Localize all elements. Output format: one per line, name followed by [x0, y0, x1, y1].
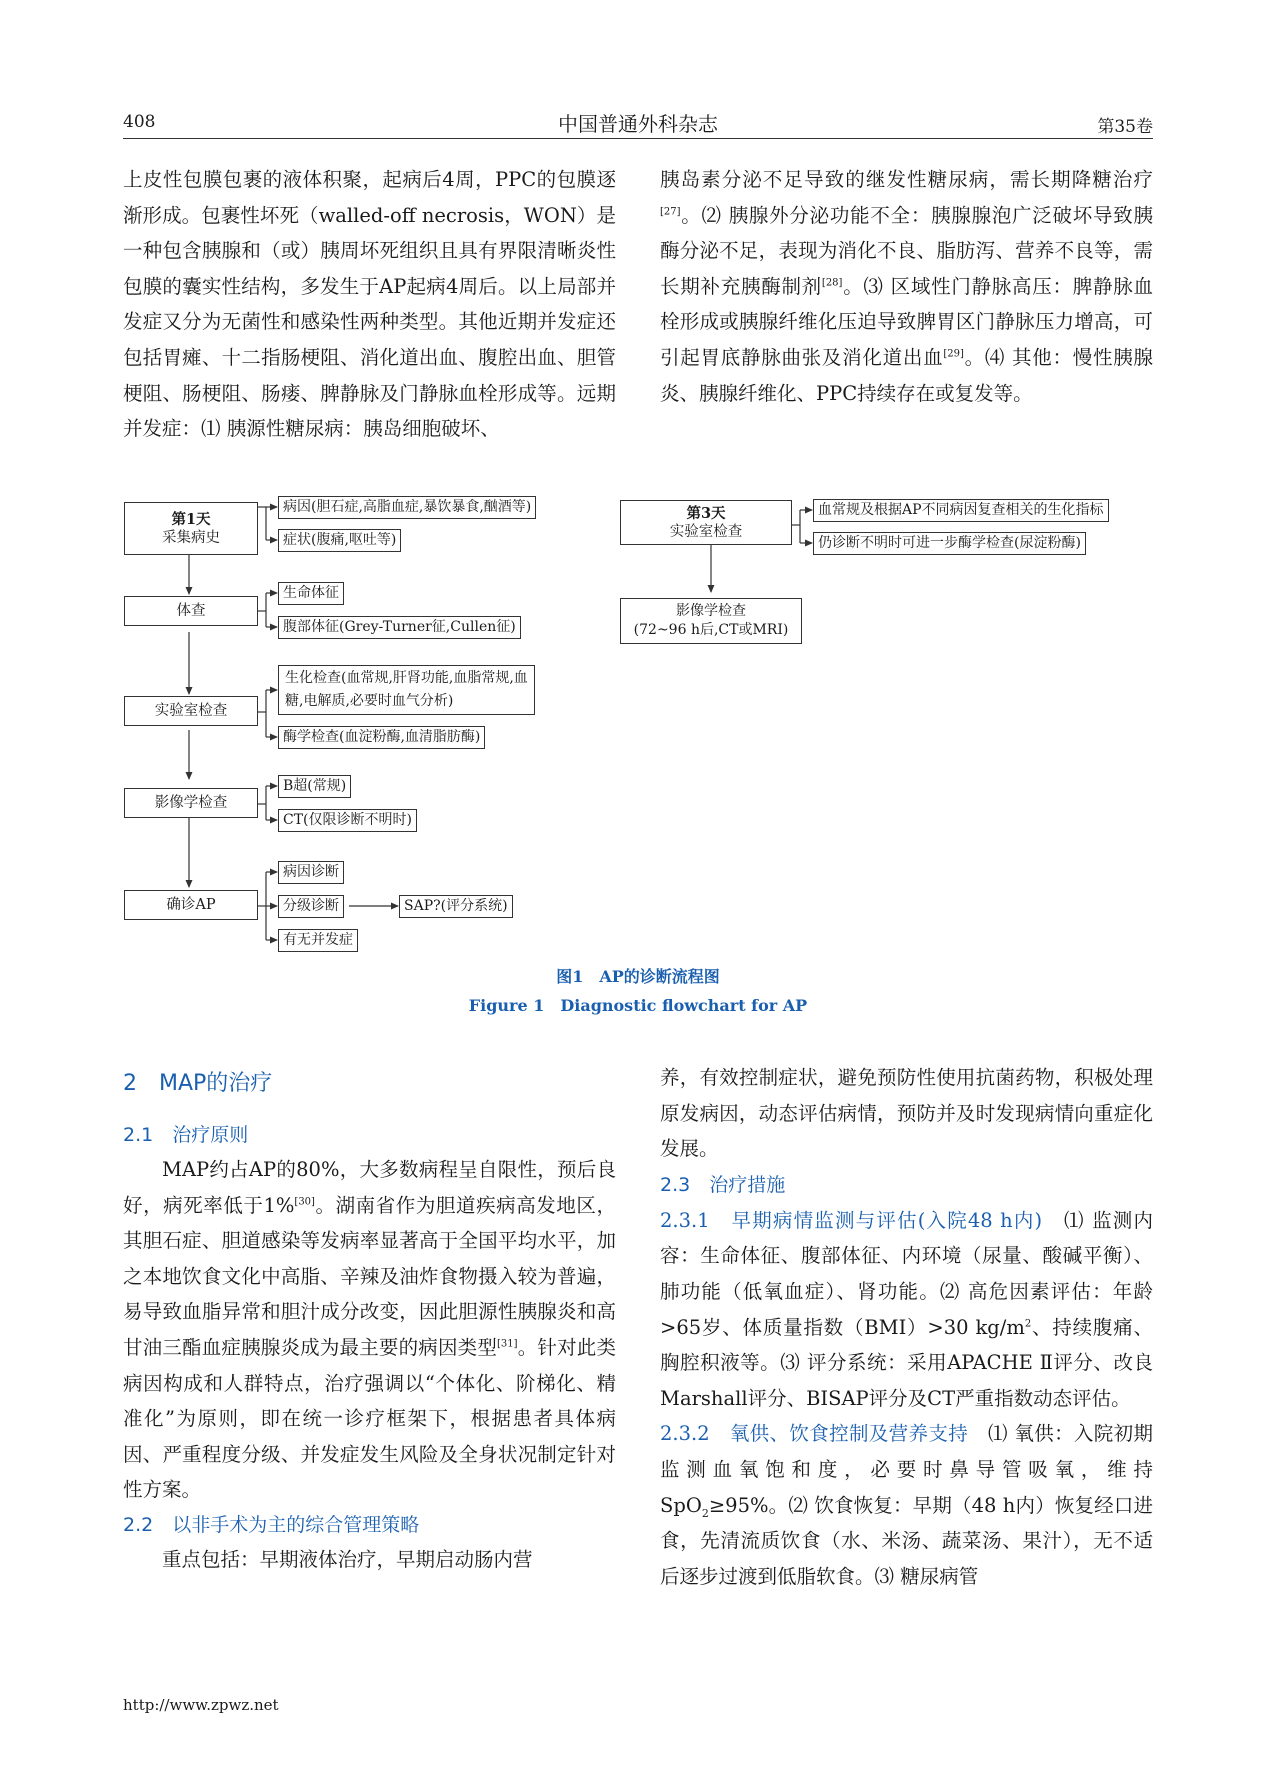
paragraph [660, 1416, 1153, 1594]
superscript: 2 [1024, 1318, 1032, 1330]
paragraph [123, 1152, 616, 1508]
journal-title: 中国普通外科杂志 [558, 112, 718, 136]
enzyme-box: 酶学检查(血淀粉酶,血清脂肪酶) [278, 726, 485, 749]
biochem-box [278, 665, 535, 715]
text-run: 。⑵ 胰腺外分泌功能不全：胰腺腺泡广泛破坏导致胰酶分泌不足，表现为消化不良、脂肪泻、营养不良等，需长期补充胰酶制剂 [660, 203, 1153, 298]
day3-imaging-box [620, 598, 802, 644]
paragraph: 上皮性包膜包裹的液体积聚，起病后4周，PPC的包膜逐渐形成。包裹性坏死（walled-off necrosis，WON）是一种包含胰腺和（或）胰周坏死组织且具有界限清晰炎性包膜的囊实性结构，多发生于AP起病4周后。以上局部并发症又分为无菌性和感染性两种类型。其他近期并发症还包括胃瘫、十二指肠梗阻、消化道出血、腹腔出血、胆管梗阻、肠梗阻、肠瘘、脾静脉及门静脉血栓形成等。远期并发症：⑴ 胰源性糖尿病：胰岛细胞破坏、 [123, 168, 616, 441]
day1-box [124, 502, 258, 555]
day3-imaging-title: 影像学检查 [676, 603, 746, 619]
day3-box [620, 500, 792, 545]
abdominal-signs-box: 腹部体征(Grey-Turner征,Cullen征) [278, 616, 521, 639]
etiology-diagnosis-box: 病因诊断 [278, 861, 344, 884]
bottom-left-column [123, 1064, 616, 1578]
page-number: 408 [123, 112, 156, 132]
subscript: 2 [701, 1506, 709, 1520]
paragraph: 养，有效控制症状，避免预防性使用抗菌药物，积极处理原发病因，动态评估病情，预防并及时发现病情向重症化发展。 [660, 1066, 1153, 1161]
day3-imaging-detail: (72~96 h后,CT或MRI) [633, 622, 789, 638]
imaging-box: 影像学检查 [124, 788, 258, 818]
biochem-line: 生化检查(血常规,肝肾功能,血脂常规,血 [285, 670, 528, 686]
day3-title: 第3天 [686, 504, 726, 522]
complications-box: 有无并发症 [278, 929, 358, 952]
text-run: 。湖南省作为胆道疾病高发地区，其胆石症、胆道感染等发病率显著高于全国平均水平，加之本地饮食文化中高脂、辛辣及油炸食物摄入较为普遍，易导致血脂异常和胆汁成分改变，因此胆源性胰腺炎和高甘油三酯血症胰腺炎成为最主要的病因类型 [123, 1193, 616, 1359]
grading-diagnosis-box: 分级诊断 [278, 895, 344, 918]
figure-caption-en: Figure 1 Diagnostic flowchart for AP [468, 996, 808, 1015]
day3-item-biochem: 血常规及根据AP不同病因复查相关的生化指标 [813, 499, 1109, 522]
citation[interactable]: [29] [943, 348, 964, 360]
text-run: ⑴ 监测内容：生命体征、腹部体征、内环境（尿量、酸碱平衡）、肺功能（低氧血症）、肾功能。⑵ 高危因素评估：年龄>65岁、体质量指数（BMI）>30 kg/m [660, 1208, 1154, 1339]
ultrasound-box: B超(常规) [278, 775, 351, 798]
diagnose-box: 确诊AP [124, 890, 258, 920]
text-run: ≥95%。⑵ 饮食恢复：早期（48 h内）恢复经口进食，先清流质饮食（水、米汤、蔬菜汤、果汁），无不适后逐步过渡到低脂软食。⑶ 糖尿病管 [660, 1493, 1153, 1588]
figure-caption-cn: 图1 AP的诊断流程图 [556, 967, 720, 986]
footer-url[interactable]: http://www.zpwz.net [123, 1696, 279, 1714]
lab-box: 实验室检查 [124, 696, 258, 726]
exam-box: 体查 [124, 596, 258, 626]
citation[interactable]: [31] [497, 1338, 518, 1350]
bottom-right-column [660, 1060, 1153, 1594]
day1-subtitle: 采集病史 [162, 529, 220, 546]
section-2-heading: 2 MAP的治疗 [123, 1071, 273, 1096]
history-symptom-box: 症状(腹痛,呕吐等) [278, 529, 401, 552]
citation[interactable]: [30] [294, 1196, 315, 1208]
text-run: 。⑶ 区域性门静脉高压：脾静脉血栓形成或胰腺纤维化压迫导致脾胃区门静脉压力增高，可引起胃底静脉曲张及消化道出血 [660, 274, 1153, 369]
paragraph: 重点包括：早期液体治疗，早期启动肠内营 [162, 1547, 533, 1571]
ct-box: CT(仅限诊断不明时) [278, 809, 417, 832]
citation[interactable]: [27] [660, 206, 681, 218]
citation[interactable]: [28] [821, 277, 843, 289]
text-run: ⑴ 氧供：入院初期监测血氧饱和度，必要时鼻导管吸氧，维持SpO [660, 1422, 1153, 1517]
vital-signs-box: 生命体征 [278, 582, 344, 605]
day3-subtitle: 实验室检查 [669, 523, 743, 540]
section-2-3-1-heading: 2.3.1 早期病情监测与评估(入院48 h内) [660, 1208, 1043, 1232]
paragraph [660, 1203, 1153, 1417]
biochem-line: 糖,电解质,必要时血气分析) [285, 693, 454, 709]
sap-box: SAP?(评分系统) [399, 895, 513, 918]
text-run: 。针对此类病因构成和人群特点，治疗强调以“个体化、阶梯化、精准化”为原则，即在统一诊疗框架下，根据患者具体病因、严重程度分级、并发症发生风险及全身状况制定针对性方案。 [123, 1335, 616, 1502]
section-2-2-heading: 2.2 以非手术为主的综合管理策略 [123, 1513, 420, 1536]
text-run: 。⑷ 其他：慢性胰腺炎、胰腺纤维化、PPC持续存在或复发等。 [660, 345, 1153, 405]
text-run: 胰岛素分泌不足导致的继发性糖尿病，需长期降糖治疗 [660, 168, 1153, 191]
text-run: MAP约占AP的80%，大多数病程呈自限性，预后良好，病死率低于1% [123, 1158, 616, 1217]
day3-item-enzyme: 仍诊断不明时可进一步酶学检查(尿淀粉酶) [813, 532, 1086, 555]
section-2-1-heading: 2.1 治疗原则 [123, 1124, 249, 1146]
section-2-3-2-heading: 2.3.2 氧供、饮食控制及营养支持 [660, 1422, 969, 1446]
volume-label: 第35卷 [1097, 117, 1153, 137]
section-2-3-heading: 2.3 治疗措施 [660, 1173, 786, 1196]
text-run: 、持续腹痛、胸腔积液等。⑶ 评分系统：采用APACHE Ⅱ评分、改良Marshall评分、BISAP评分及CT严重指数动态评估。 [660, 1315, 1153, 1410]
history-cause-box: 病因(胆石症,高脂血症,暴饮暴食,酗酒等) [278, 496, 536, 519]
day1-title: 第1天 [171, 510, 211, 528]
